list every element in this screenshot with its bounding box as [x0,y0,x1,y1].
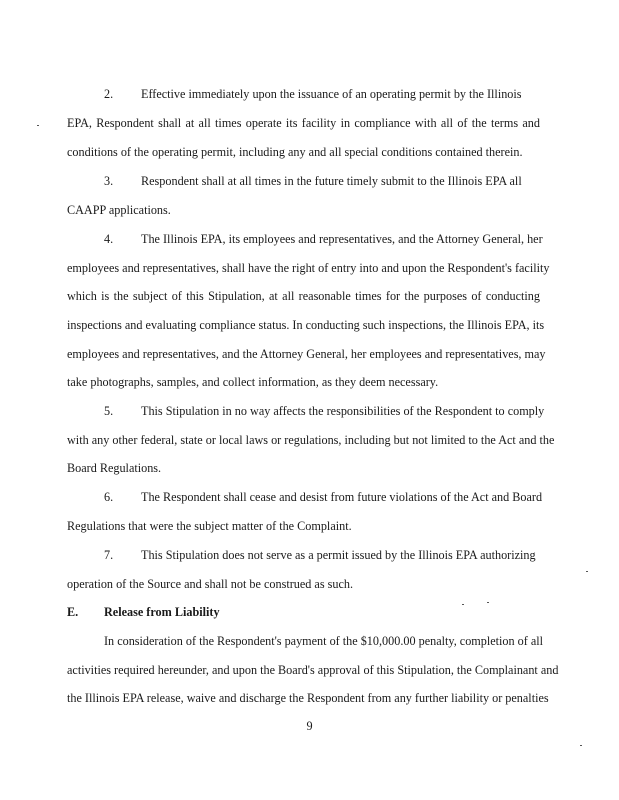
paragraph-line: inspections and evaluating compliance status. In conducting such inspections, the Illinois EPA, its [67,318,545,332]
scan-speck [37,125,39,126]
paragraph-line: with any other federal, state or local laws or regulations, including but not limited to the Act and the [67,433,555,447]
paragraph-first-line: Effective immediately upon the issuance of an operating permit by the Illinois [141,87,522,101]
paragraph-number: 4. [104,232,114,246]
paragraph-line: CAAPP applications. [67,203,171,217]
paragraph-line: EPA, Respondent shall at all times operate its facility in compliance with all of the terms and [67,116,540,130]
paragraph-line: Board Regulations. [67,461,162,475]
scan-speck [487,602,489,603]
paragraph-line: employees and representatives, shall have the right of entry into and upon the Respondent's facility [67,261,550,275]
paragraph-line: take photographs, samples, and collect information, as they deem necessary. [67,375,439,389]
paragraph-number: 2. [104,87,114,101]
paragraph-first-line: The Illinois EPA, its employees and representatives, and the Attorney General, her [141,232,543,246]
paragraph-first-line: This Stipulation does not serve as a permit issued by the Illinois EPA authorizing [141,548,536,562]
paragraph-number: 7. [104,548,114,562]
paragraph-line: activities required hereunder, and upon the Board's approval of this Stipulation, the Complainant and [67,663,559,677]
paragraph-number: 5. [104,404,114,418]
scan-speck [580,745,582,746]
paragraph-first-line: This Stipulation in no way affects the responsibilities of the Respondent to comply [141,404,545,418]
paragraph-line: the Illinois EPA release, waive and discharge the Respondent from any further liability or penalties [67,691,549,705]
paragraph-first-line: Respondent shall at all times in the future timely submit to the Illinois EPA all [141,174,522,188]
section-letter: E. [67,605,79,619]
paragraph-first-line: In consideration of the Respondent's payment of the $10,000.00 penalty, completion of all [104,634,544,648]
section-heading: Release from Liability [104,605,220,619]
paragraph-line: which is the subject of this Stipulation, at all reasonable times for the purposes of conducting [67,289,540,303]
paragraph-line: operation of the Source and shall not be construed as such. [67,577,353,591]
paragraph-number: 6. [104,490,114,504]
paragraph-line: employees and representatives, and the Attorney General, her employees and representatives, may [67,347,546,361]
paragraph-line: Regulations that were the subject matter of the Complaint. [67,519,352,533]
scan-speck [462,604,464,605]
scan-speck [586,571,588,572]
paragraph-number: 3. [104,174,114,188]
page-number: 9 [306,719,313,733]
paragraph-line: conditions of the operating permit, including any and all special conditions contained therein. [67,145,523,159]
paragraph-first-line: The Respondent shall cease and desist from future violations of the Act and Board [141,490,543,504]
